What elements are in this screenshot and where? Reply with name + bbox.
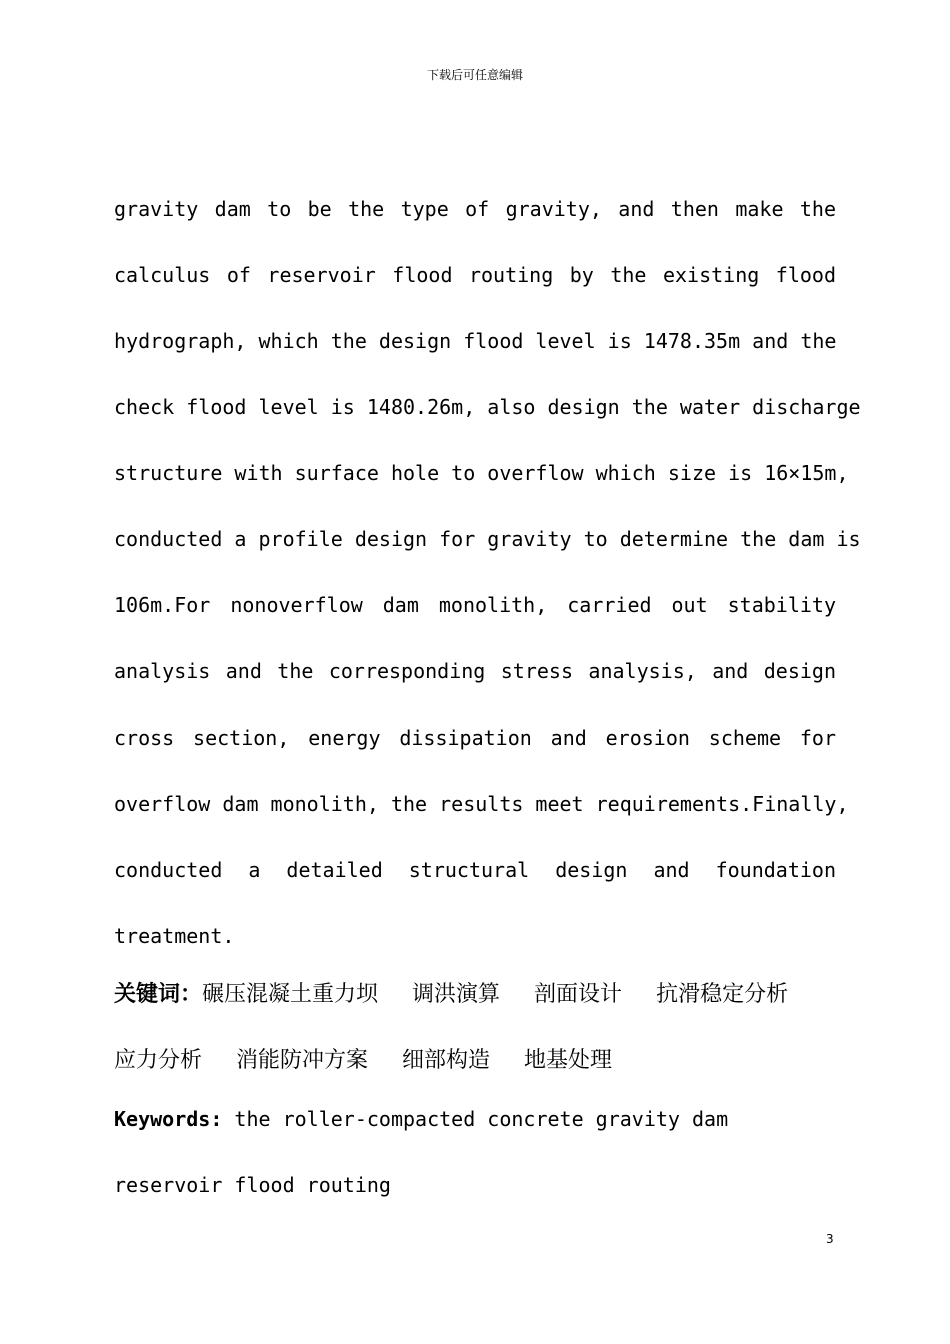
abstract-line: hydrograph, which the design flood level is 1478.35m and the <box>114 329 837 353</box>
abstract-line: cross section, energy dissipation and erosion scheme for <box>114 726 836 750</box>
keywords-en-line-1 <box>114 1107 728 1131</box>
keyword-cn: 调洪演算 <box>412 982 501 1007</box>
keyword-en: reservoir flood routing <box>114 1173 391 1197</box>
page-header: 下载后可任意编辑 <box>426 68 523 82</box>
keyword-cn: 应力分析 <box>114 1048 203 1073</box>
abstract-line: gravity dam to be the type of gravity, and then make the <box>114 197 836 221</box>
keyword-cn: 细部构造 <box>402 1048 491 1073</box>
keywords-cn-label: 关键词： <box>114 982 203 1007</box>
keywords-cn-line-2 <box>114 1047 612 1075</box>
keyword-cn: 消能防冲方案 <box>236 1048 369 1073</box>
keyword-cn: 剖面设计 <box>534 982 623 1007</box>
abstract-line: calculus of reservoir flood routing by the existing flood <box>114 263 836 287</box>
abstract-line: overflow dam monolith, the results meet requirements.Finally, <box>114 792 849 816</box>
abstract-line: analysis and the corresponding stress analysis, and design <box>114 659 836 683</box>
keywords-cn-line-1 <box>114 981 788 1009</box>
keywords-en-label: Keywords: <box>114 1107 223 1131</box>
abstract-line: 106m.For nonoverflow dam monolith, carried out stability <box>114 593 836 617</box>
abstract-line: conducted a detailed structural design and foundation <box>114 858 836 882</box>
abstract-line: structure with surface hole to overflow which size is 16×15m, <box>114 461 849 485</box>
keyword-cn: 地基处理 <box>524 1048 613 1073</box>
keyword-cn: 抗滑稳定分析 <box>656 982 789 1007</box>
keyword-cn: 碾压混凝土重力坝 <box>202 982 379 1007</box>
page-number: 3 <box>826 1232 834 1246</box>
abstract-line: treatment. <box>114 924 235 948</box>
keywords-en-line-2 <box>114 1173 391 1197</box>
abstract-line: conducted a profile design for gravity to determine the dam is <box>114 527 861 551</box>
abstract-line: check flood level is 1480.26m, also design the water discharge <box>114 395 861 419</box>
keyword-en: the roller-compacted concrete gravity dam <box>234 1107 729 1131</box>
